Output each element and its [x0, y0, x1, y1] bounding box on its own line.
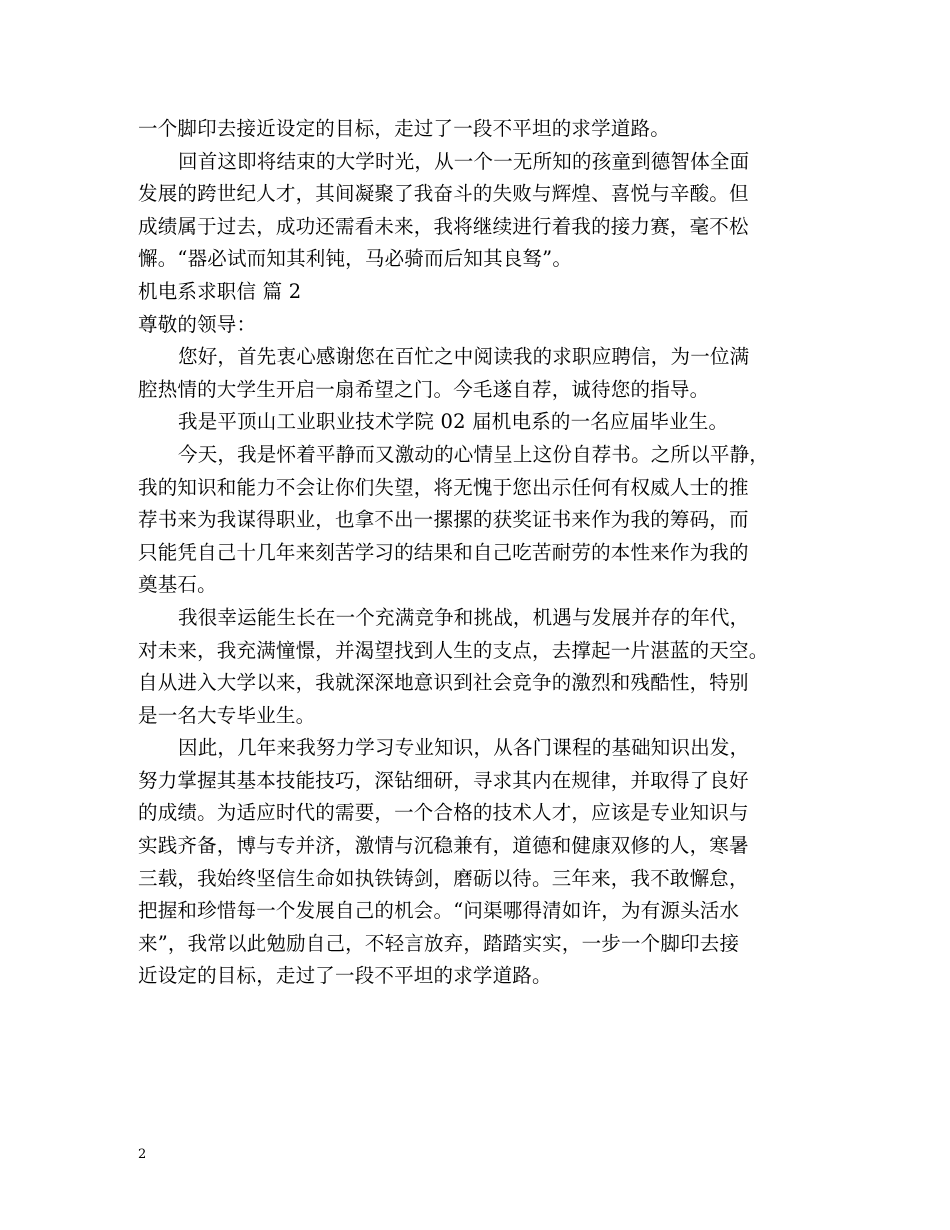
text-line: 荐书来为我谋得职业，也拿不出一摞摞的获奖证书来作为我的筹码，而 [138, 508, 749, 532]
text-line: 的成绩。为适应时代的需要，一个合格的技术人才，应该是专业知识与 [138, 801, 749, 825]
text-line: 懈。“器必试而知其利钝，马必骑而后知其良驽”。 [138, 247, 573, 271]
text-line: 发展的跨世纪人才，其间凝聚了我奋斗的失败与辉煌、喜悦与辛酸。但 [138, 182, 749, 206]
text-line: 自从进入大学以来，我就深深地意识到社会竞争的激烈和残酷性，特别 [138, 671, 749, 695]
text-line: 我是平顶山工业职业技术学院 02 届机电系的一名应届毕业生。 [178, 410, 729, 434]
text-line: 尊敬的领导： [138, 312, 257, 336]
text-line: 把握和珍惜每一个发展自己的机会。“问渠哪得清如许，为有源头活水 [138, 899, 740, 923]
text-line: 我的知识和能力不会让你们失望，将无愧于您出示任何有权威人士的推 [138, 475, 749, 499]
text-line: 努力掌握其基本技能技巧，深钻细研，寻求其内在规律，并取得了良好 [138, 768, 749, 792]
text-line: 只能凭自己十几年来刻苦学习的结果和自己吃苦耐劳的本性来作为我的 [138, 540, 749, 564]
text-line: 因此，几年来我努力学习专业知识，从各门课程的基础知识出发， [178, 736, 750, 760]
text-line: 一个脚印去接近设定的目标，走过了一段不平坦的求学道路。 [138, 117, 670, 140]
text-line: 对未来，我充满憧憬，并渴望找到人生的支点，去撑起一片湛蓝的天空。 [138, 638, 769, 662]
page-number: 2 [138, 1147, 147, 1162]
text-line: 是一名大专毕业生。 [138, 703, 316, 727]
text-line: 今天，我是怀着平静而又激动的心情呈上这份自荐书。之所以平静， [178, 442, 770, 466]
text-line: 实践齐备，博与专并济，激情与沉稳兼有，道德和健康双修的人，寒暑 [138, 834, 749, 858]
text-line: 您好，首先衷心感谢您在百忙之中阅读我的求职应聘信，为一位满 [178, 345, 750, 369]
text-line: 回首这即将结束的大学时光，从一个一无所知的孩童到德智体全面 [178, 149, 750, 173]
text-line: 三载，我始终坚信生命如执铁铸剑，磨砺以待。三年来，我不敢懈怠， [138, 866, 749, 890]
text-line: 成绩属于过去，成功还需看未来，我将继续进行着我的接力赛，毫不松 [138, 214, 749, 238]
text-line: 腔热情的大学生开启一扇希望之门。今毛遂自荐，诚待您的指导。 [138, 377, 710, 401]
text-line: 奠基石。 [138, 573, 217, 597]
text-line: 我很幸运能生长在一个充满竞争和挑战，机遇与发展并存的年代， [178, 605, 750, 629]
text-line: 机电系求职信 篇 2 [138, 279, 302, 303]
document-body [138, 113, 828, 993]
text-line: 近设定的目标，走过了一段不平坦的求学道路。 [138, 964, 552, 988]
text-line: 来”，我常以此勉励自己，不轻言放弃，踏踏实实，一步一个脚印去接 [138, 931, 740, 955]
